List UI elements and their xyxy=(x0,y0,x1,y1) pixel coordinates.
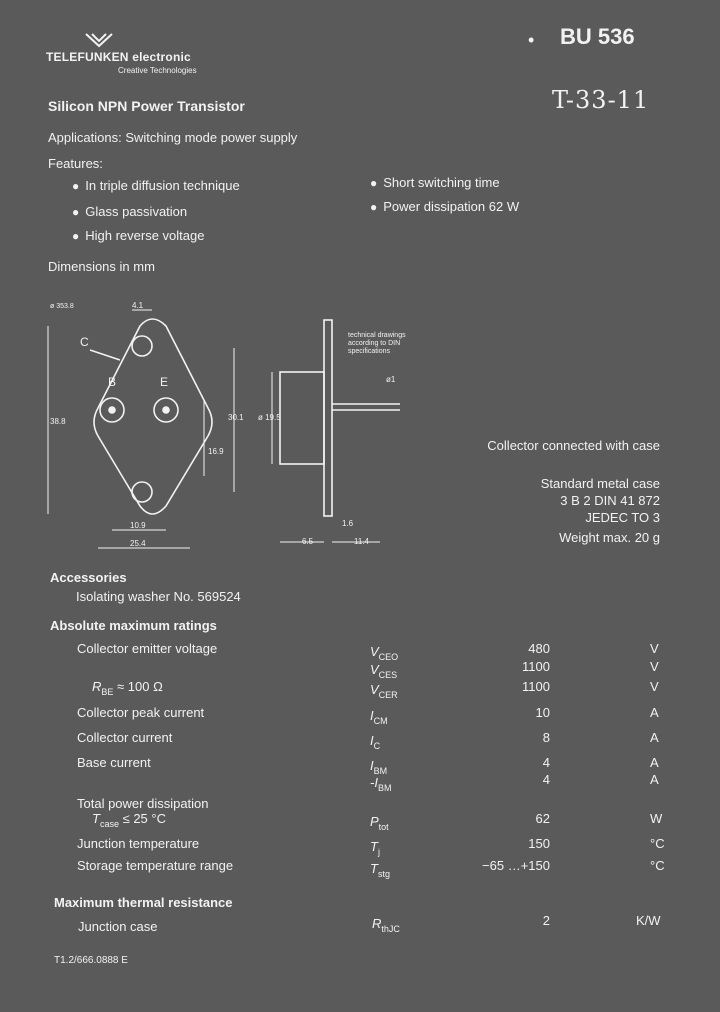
feature-item: ● Glass passivation xyxy=(72,204,188,219)
rating-label: $T_{case} \le 25$ °C xyxy=(92,811,166,829)
rating-label: Collector emitter voltage xyxy=(77,641,218,656)
feature-item: ● In triple diffusion technique xyxy=(72,178,240,193)
pin-b-label: B xyxy=(108,375,117,389)
dimensions-heading: Dimensions in mm xyxy=(48,259,155,274)
thermal-label: Junction case xyxy=(78,919,158,934)
rating-unit: A xyxy=(650,772,659,787)
rating-value: 8 xyxy=(542,730,550,745)
dim-pin-spacing: 10.9 xyxy=(130,521,146,530)
rating-label: Collector current xyxy=(77,730,173,745)
rating-symbol: $V_{CES}$ xyxy=(370,662,398,680)
case-line: Standard metal case xyxy=(540,476,660,491)
mount-hole-bottom xyxy=(132,482,152,502)
brand-name: TELEFUNKEN electronic xyxy=(46,50,191,64)
rating-value: 4 xyxy=(542,772,550,787)
page-title: Silicon NPN Power Transistor xyxy=(48,98,245,114)
rating-label: Junction temperature xyxy=(77,836,200,851)
rating-label: $R_{BE} \approx 100$ Ω xyxy=(92,679,163,697)
rating-unit: V xyxy=(650,679,659,694)
dim-side-a: 6.5 xyxy=(302,537,314,546)
case-outline xyxy=(94,319,212,514)
rating-value: 150 xyxy=(528,836,550,851)
dim-side-b: 11.4 xyxy=(354,537,369,546)
drawing-note: technical drawings according to DIN specifications xyxy=(348,332,406,355)
case-line: JEDEC TO 3 xyxy=(585,510,660,525)
side-body xyxy=(280,372,324,464)
rating-symbol: $P_{tot}$ xyxy=(370,814,389,832)
rating-value: 62 xyxy=(535,811,550,826)
rating-unit: °C xyxy=(650,836,665,851)
rating-label: Storage temperature range xyxy=(77,858,234,873)
rating-symbol: $I_{CM}$ xyxy=(370,708,388,726)
thermal-unit: K/W xyxy=(636,913,661,928)
ratings-heading: Absolute maximum ratings xyxy=(50,618,217,633)
rating-label: Base current xyxy=(77,755,151,770)
rating-symbol: $T_j$ xyxy=(370,839,380,857)
rating-symbol: $-I_{BM}$ xyxy=(370,775,392,793)
rating-value: 480 xyxy=(528,641,550,656)
collector-note: Collector connected with case xyxy=(487,438,660,453)
rating-label: Total power dissipation xyxy=(77,796,209,811)
rating-label: Collector peak current xyxy=(77,705,205,720)
rating-unit: A xyxy=(650,705,659,720)
accessories-item: Isolating washer No. 569524 xyxy=(76,589,241,604)
feature-item: ● Short switching time xyxy=(370,175,500,190)
rating-unit: A xyxy=(650,755,659,770)
dim-side-height: ø 19.5 xyxy=(258,413,281,422)
dim-note-small: ø 353.8 xyxy=(50,303,74,310)
part-number: BU 536 xyxy=(560,24,635,49)
pin-c-label: C xyxy=(80,335,89,349)
pin-e-label: E xyxy=(160,375,169,389)
dim-left-height: 38.8 xyxy=(50,417,66,426)
accessories-heading: Accessories xyxy=(50,570,127,585)
rating-unit: V xyxy=(650,659,659,674)
rating-value: −65 …+150 xyxy=(482,858,550,873)
thermal-value: 2 xyxy=(542,913,550,928)
case-line: Weight max. 20 g xyxy=(559,530,660,545)
rating-value: 4 xyxy=(542,755,550,770)
features-heading: Features: xyxy=(48,156,103,171)
dim-side-lead: 1.6 xyxy=(342,519,354,528)
thermal-heading: Maximum thermal resistance xyxy=(54,895,233,910)
dim-inner: 16.9 xyxy=(208,447,224,456)
handwritten-code: T-33-11 xyxy=(552,86,650,114)
dim-width: 25.4 xyxy=(130,539,146,548)
bullet-dot: • xyxy=(528,30,535,50)
feature-item: ● High reverse voltage xyxy=(72,228,205,243)
dim-top: 4.1 xyxy=(132,301,144,310)
rating-value: 10 xyxy=(535,705,550,720)
rating-unit: V xyxy=(650,641,659,656)
rating-symbol: $I_{BM}$ xyxy=(370,758,388,776)
dim-side-pin: ø1 xyxy=(386,375,396,384)
dim-right-height: 30.1 xyxy=(228,413,244,422)
rating-value: 1100 xyxy=(522,679,550,694)
rating-symbol: $T_{stg}$ xyxy=(370,861,390,879)
rating-unit: A xyxy=(650,730,659,745)
case-line: 3 B 2 DIN 41 872 xyxy=(560,493,660,508)
feature-item: ● Power dissipation 62 W xyxy=(370,199,520,214)
rating-value: 1100 xyxy=(522,659,550,674)
side-flange xyxy=(324,320,332,516)
mount-hole-top xyxy=(132,336,152,356)
rating-unit: °C xyxy=(650,858,665,873)
thermal-symbol: $R_{thJC}$ xyxy=(372,916,400,934)
rating-symbol: $I_C$ xyxy=(370,733,381,751)
brand-tagline: Creative Technologies xyxy=(118,66,197,75)
applications: Applications: Switching mode power supply xyxy=(48,130,298,145)
rating-symbol: $V_{CER}$ xyxy=(370,682,398,700)
footer-code: T1.2/666.0888 E xyxy=(54,955,128,966)
rating-symbol: $V_{CEO}$ xyxy=(370,644,399,662)
rating-unit: W xyxy=(650,811,663,826)
